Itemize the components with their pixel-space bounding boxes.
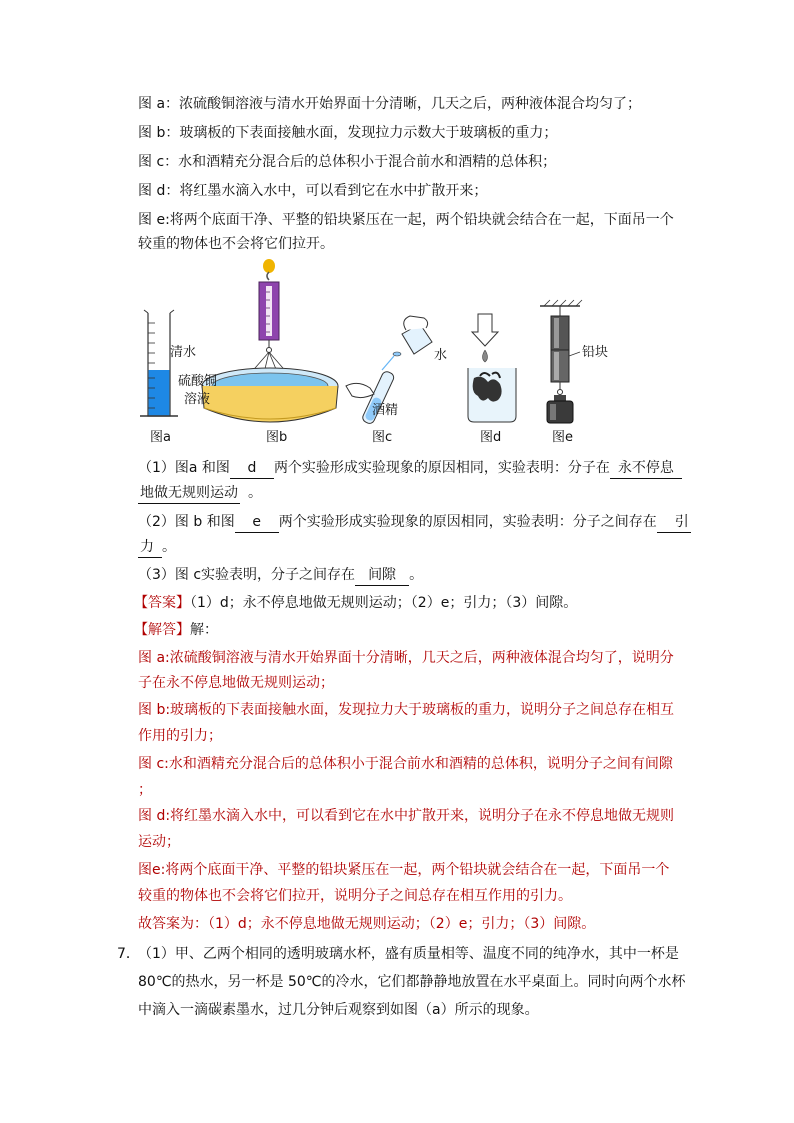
- label-cuso4-2: 溶液: [184, 392, 211, 407]
- analysis-line-3: 图 b:玻璃板的下表面接触水面，发现拉力大于玻璃板的重力，说明分子之间总存在相互: [138, 702, 675, 718]
- analysis-line-10: 较重的物体也不会将它们拉开，说明分子之间总存在相互作用的引力。: [138, 888, 572, 904]
- q1-middle: 两个实验形成实验现象的原因相同，实验表明：分子在: [273, 460, 610, 476]
- q1-blank-1: d: [230, 458, 274, 479]
- question-1-cont: [138, 483, 262, 504]
- q7-line-1: （1）甲、乙两个相同的透明玻璃水杯，盛有质量相等、温度不同的纯净水，其中一杯是: [138, 946, 679, 962]
- q3-blank-1: 间隙: [355, 565, 409, 586]
- analysis-line-1: 图 a:浓硫酸铜溶液与清水开始界面十分清晰，几天之后，两种液体混合均匀了，说明分: [138, 650, 674, 666]
- q2-blank-2b: 力: [138, 537, 162, 558]
- q2-prefix: （2）图 b 和图: [138, 514, 235, 530]
- label-lead-block: 铅块: [582, 345, 609, 360]
- analysis-line-4: 作用的引力；: [138, 728, 222, 744]
- caption-fig-e: 图e: [552, 430, 573, 445]
- caption-fig-d: 图d: [480, 430, 502, 445]
- question-2-cont: [138, 537, 176, 558]
- question-3: [138, 565, 423, 586]
- q2-end: 。: [162, 539, 176, 555]
- question-1: [138, 458, 682, 479]
- intro-line-a: 图 a：浓硫酸铜溶液与清水开始界面十分清晰，几天之后，两种液体混合均匀了；: [138, 96, 642, 112]
- analysis-tag: 【解答】: [134, 622, 190, 638]
- answer-tag: 【答案】: [134, 595, 190, 611]
- q2-blank-1: e: [235, 512, 279, 533]
- analysis-tag-suffix: 解：: [190, 622, 218, 638]
- q2-blank-2a: 引: [657, 512, 691, 533]
- q7-number: 7．: [117, 946, 140, 962]
- label-water: 水: [434, 348, 448, 363]
- analysis-line-8: 运动；: [138, 834, 180, 850]
- q7-line-2: 80℃的热水，另一杯是 50℃的冷水，它们都静静地放置在水平桌面上。同时向两个水杯: [138, 974, 686, 990]
- answer-text: （1）d；永不停息地做无规则运动；（2）e；引力；（3）间隙。: [190, 595, 578, 611]
- cylinder-figure-a: [140, 310, 178, 416]
- q3-end: 。: [409, 567, 424, 583]
- intro-line-e-cont: 较重的物体也不会将它们拉开。: [138, 236, 334, 252]
- caption-fig-a: 图a: [150, 430, 171, 445]
- q1-prefix: （1）图a 和图: [138, 460, 230, 476]
- label-clear-water: 清水: [170, 345, 197, 360]
- q3-prefix: （3）图 c实验表明，分子之间存在: [138, 567, 356, 583]
- answer-line: [134, 593, 577, 613]
- analysis-line-6: ；: [138, 782, 152, 798]
- analysis-line-2: 子在永不停息地做无规则运动；: [138, 675, 334, 691]
- q7-line-3: 中滴入一滴碳素墨水，过几分钟后观察到如图（a）所示的现象。: [138, 1002, 539, 1018]
- spring-scale-figure-b: [202, 259, 338, 422]
- caption-fig-b: 图b: [266, 430, 288, 445]
- experiment-figure: [140, 258, 660, 448]
- lead-blocks-figure-e: [540, 300, 582, 423]
- label-alcohol: 酒精: [372, 403, 399, 418]
- analysis-heading: [134, 620, 218, 640]
- analysis-line-7: 图 d:将红墨水滴入水中，可以看到它在水中扩散开来，说明分子在永不停息地做无规则: [138, 808, 675, 824]
- intro-line-b: 图 b：玻璃板的下表面接触水面，发现拉力示数大于玻璃板的重力；: [138, 125, 558, 141]
- q1-blank-2a: 永不停息: [610, 458, 682, 479]
- analysis-line-5: 图 c:水和酒精充分混合后的总体积小于混合前水和酒精的总体积，说明分子之间有间隙: [138, 756, 673, 772]
- label-cuso4-1: 硫酸铜: [178, 374, 218, 389]
- question-2: [138, 512, 691, 533]
- analysis-conclusion: 故答案为：（1）d；永不停息地做无规则运动；（2）e；引力；（3）间隙。: [138, 916, 596, 932]
- intro-line-d: 图 d：将红墨水滴入水中，可以看到它在水中扩散开来；: [138, 183, 488, 199]
- analysis-line-9: 图e:将两个底面干净、平整的铅块紧压在一起，两个铅块就会结合在一起，下面吊一个: [138, 862, 670, 878]
- q1-blank-2b: 地做无规则运动: [138, 483, 240, 504]
- intro-line-c: 图 c：水和酒精充分混合后的总体积小于混合前水和酒精的总体积；: [138, 154, 557, 170]
- beaker-figure-d: [468, 314, 516, 422]
- intro-line-e: 图 e:将两个底面干净、平整的铅块紧压在一起，两个铅块就会结合在一起，下面吊一个: [138, 212, 674, 228]
- q2-middle: 两个实验形成实验现象的原因相同，实验表明：分子之间存在: [278, 514, 657, 530]
- q1-end: 。: [248, 485, 262, 501]
- caption-fig-c: 图c: [372, 430, 393, 445]
